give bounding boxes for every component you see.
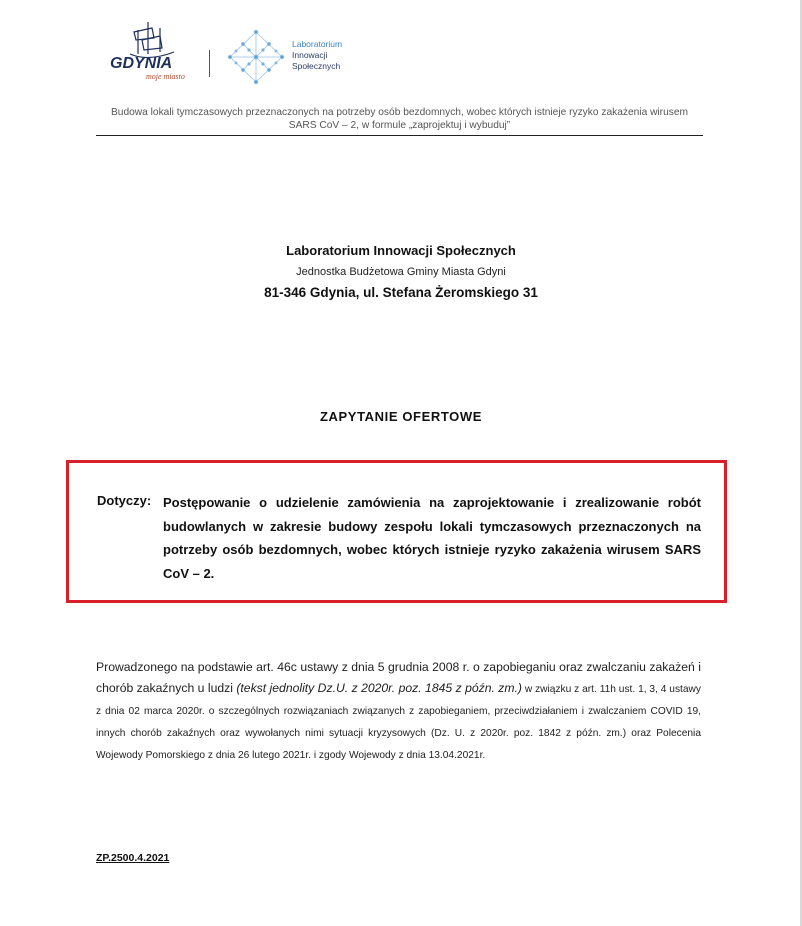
- legal-basis-paragraph: [96, 657, 701, 766]
- lab-logo-line1: Laboratorium: [292, 39, 343, 49]
- lab-logo-text: [292, 39, 342, 72]
- logo-divider: [209, 50, 210, 77]
- gdynia-logo: [108, 18, 198, 84]
- subject-label: Dotyczy:: [97, 493, 152, 508]
- legal-basis-citation: (tekst jednolity Dz.U. z 2020r. poz. 1845 z późn. zm.): [236, 681, 522, 695]
- lab-network-logo-icon: [226, 28, 286, 86]
- subject-text: Postępowanie o udzielenie zamówienia na zaprojektowanie i zrealizowanie robót budowlanych w zakresie budowy zespołu lokali tymczasowych przeznaczonych na potrzeby osób bezdomnych, wobec których istnieje ryzyko zakażenia wirusem SARS CoV – 2.: [163, 495, 701, 581]
- reference-number: ZP.2500.4.2021: [96, 852, 170, 864]
- legal-basis-part3: w związku z art. 11h ust. 1, 3, 4 ustawy z dnia 02 marca 2020r. o szczególnych rozwiązaniach związanych z zapobieganiem, przeciwdziałaniem i zwalczaniem COVID 19, innych chorób zakaźnych oraz wywołanych nimi sytuacji kryzysowych (Dz. U. z 2020r. poz. 1842 z późn. zm.) oraz Polecenia Wojewody Pomorskiego z dnia 26 lutego 2021r. i zgody Wojewody z dnia 13.04.2021r.: [96, 684, 702, 761]
- lab-logo-line2: Innowacji: [292, 50, 328, 60]
- organization-subtitle: Jednostka Budżetowa Gminy Miasta Gdyni: [296, 266, 506, 278]
- organization-address: 81-346 Gdynia, ul. Stefana Żeromskiego 31: [264, 285, 538, 300]
- legal-basis-part1: Prowadzonego na podstawie art. 46c ustawy z dnia 5 grudnia 2008 r. o zapobieganiu oraz zwalczaniu zakażeń i chorób zakaźnych u ludzi: [96, 660, 701, 695]
- running-header: Budowa lokali tymczasowych przeznaczonych na potrzeby osób bezdomnych, wobec których istnieje ryzyko zakażenia wirusem SARS CoV – 2, w formule „zaprojektuj i wybuduj”: [111, 107, 688, 131]
- organization-name: Laboratorium Innowacji Społecznych: [286, 243, 516, 258]
- gdynia-logo-name: GDYNIA: [110, 55, 173, 72]
- header-rule: [96, 135, 703, 136]
- document-title: ZAPYTANIE OFERTOWE: [320, 409, 482, 424]
- lab-logo-line3: Społecznych: [292, 61, 341, 71]
- gdynia-logo-tagline: moje miasto: [146, 72, 185, 81]
